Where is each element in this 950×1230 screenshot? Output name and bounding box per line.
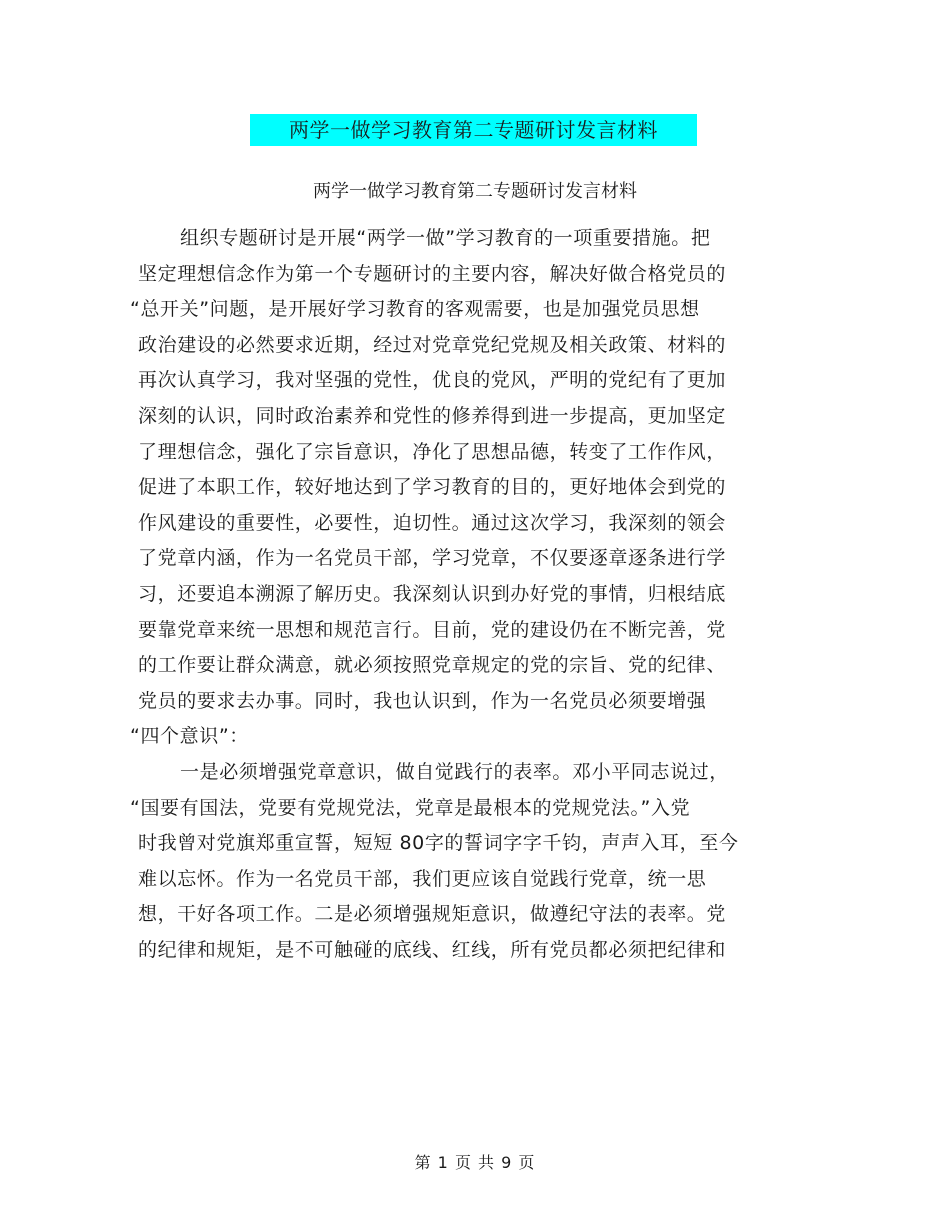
- text-line: 了理想信念，强化了宗旨意识，净化了思想品德，转变了工作作风，: [138, 440, 727, 463]
- text-line: 深刻的认识，同时政治素养和党性的修养得到进一步提高，更加坚定: [138, 404, 727, 427]
- text-line: 了党章内涵，作为一名党员干部，学习党章，不仅要逐章逐条进行学: [138, 547, 727, 570]
- text-line: “国要有国法，党要有党规党法，党章是最根本的党规党法。”入党: [130, 796, 691, 819]
- text-line: 组织专题研讨是开展“两学一做”学习教育的一项重要措施。把: [180, 227, 711, 249]
- text-line: 习，还要追本溯源了解历史。我深刻认识到办好党的事情，归根结底: [138, 582, 727, 605]
- text-line: 难以忘怀。作为一名党员干部，我们更应该自觉践行党章，统一思: [138, 867, 707, 890]
- page-number: 第 1 页 共 9 页: [414, 1153, 536, 1172]
- text-line: 的纪律和规矩，是不可触碰的底线、红线，所有党员都必须把纪律和: [138, 938, 727, 961]
- text-line: 坚定理想信念作为第一个专题研讨的主要内容，解决好做合格党员的: [138, 262, 727, 285]
- text-line: “四个意识”：: [130, 725, 249, 748]
- text-line: 要靠党章来统一思想和规范言行。目前，党的建设仍在不断完善，党: [138, 618, 727, 641]
- text-line: 时我曾对党旗郑重宣誓，短短 80字的誓词字字千钧，声声入耳，至今: [138, 832, 739, 855]
- body-text: [130, 221, 798, 968]
- text-line: 再次认真学习，我对坚强的党性，优良的党风，严明的党纪有了更加: [138, 369, 727, 392]
- text-line: “总开关”问题，是开展好学习教育的客观需要，也是加强党员思想: [130, 298, 700, 321]
- text-line: 作风建设的重要性，必要性，迫切性。通过这次学习，我深刻的领会: [138, 511, 727, 534]
- text-line: 党员的要求去办事。同时，我也认识到，作为一名党员必须要增强: [138, 689, 707, 712]
- document-subtitle: 两学一做学习教育第二专题研讨发言材料: [313, 181, 637, 202]
- text-line: 想，干好各项工作。二是必须增强规矩意识，做遵纪守法的表率。党: [138, 903, 727, 926]
- text-line: 一是必须增强党章意识，做自觉践行的表率。邓小平同志说过，: [180, 760, 729, 783]
- text-line: 的工作要让群众满意，就必须按照党章规定的党的宗旨、党的纪律、: [138, 654, 727, 677]
- text-line: 政治建设的必然要求近期，经过对党章党纪党规及相关政策、材料的: [138, 333, 727, 356]
- document-title: 两学一做学习教育第二专题研讨发言材料: [250, 114, 697, 146]
- text-line: 促进了本职工作，较好地达到了学习教育的目的，更好地体会到党的: [138, 476, 727, 499]
